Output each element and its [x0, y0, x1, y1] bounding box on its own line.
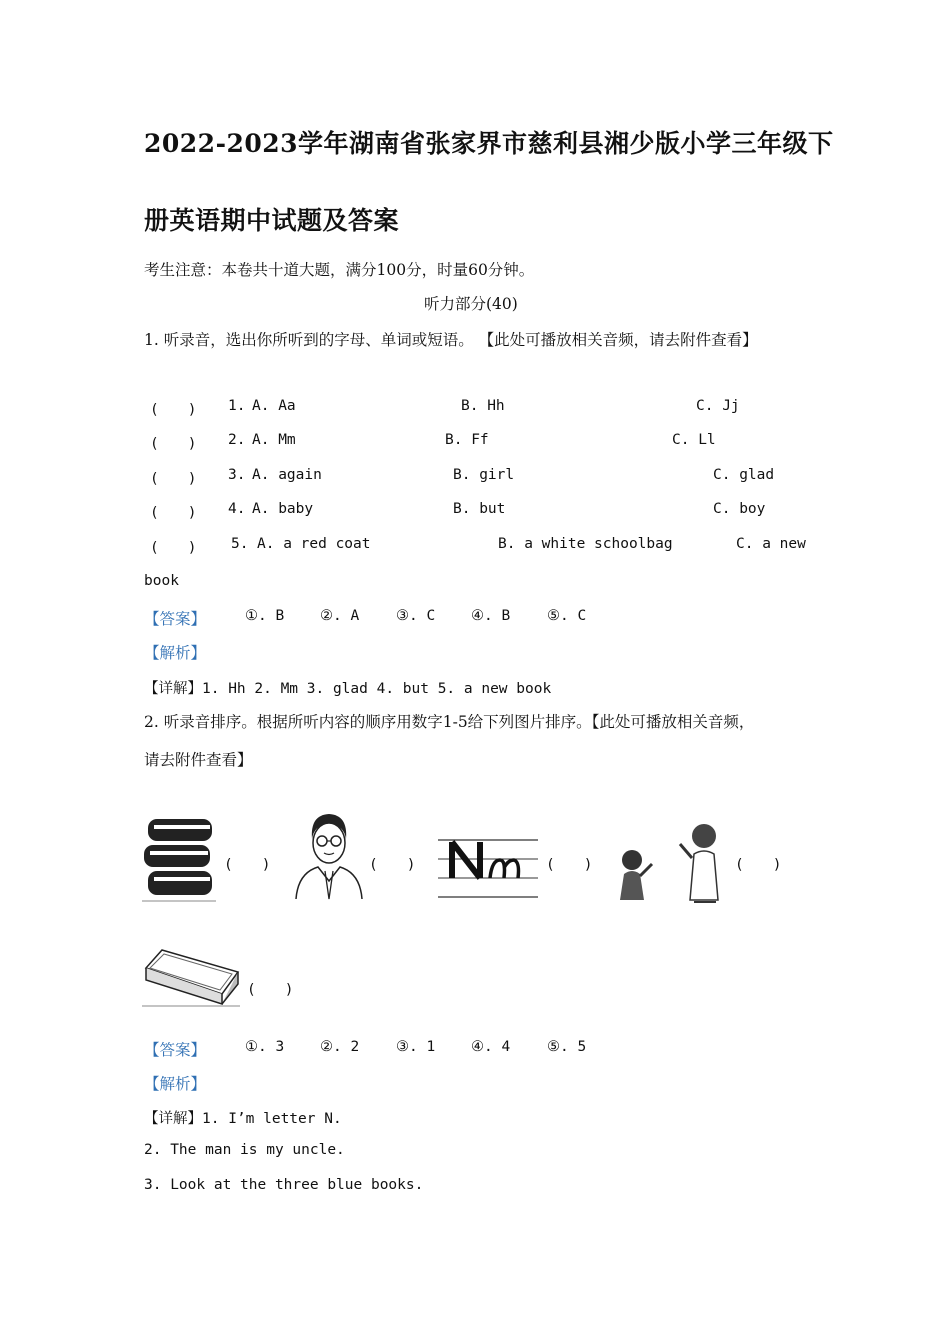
page-title-line2: 册英语期中试题及答案 [144, 206, 400, 235]
q2-detail-line: 【详解】1. I’m letter N. [144, 1111, 342, 1127]
q1-answer-4: ④. B [471, 608, 511, 624]
notice: 考生注意：本卷共十道大题，满分100分，时量60分钟。 [144, 261, 535, 279]
q1-detail: 【详解】1. Hh 2. Mm 3. glad 4. but 5. a new book [144, 681, 552, 697]
q2-analysis-label: 【解析】 [144, 1075, 207, 1093]
q2-detail-line: 2. The man is my uncle. [144, 1142, 345, 1158]
q1-item1-b: B. Hh [461, 398, 505, 414]
q1-item2-paren: ( ) [150, 436, 197, 452]
q1-item1-num: 1. [228, 398, 246, 414]
q1-item2-b: B. Ff [445, 432, 489, 448]
q1-item5-num: 5. [231, 536, 249, 552]
picture-4-blank: ( ) [735, 857, 782, 873]
q1-prompt: 1. 听录音，选出你所听到的字母、单词或短语。 【此处可播放相关音频，请去附件查看】 [144, 331, 758, 349]
q1-answer-3: ③. C [396, 608, 436, 624]
q1-item3-paren: ( ) [150, 471, 197, 487]
q2-answer-label: 【答案】 [144, 1041, 207, 1059]
pencil-box-icon [142, 946, 242, 1008]
letter-n-card-icon [438, 836, 540, 902]
books-stack-icon [142, 815, 218, 903]
q1-item1-paren: ( ) [150, 402, 197, 418]
q2-prompt-line2: 请去附件查看】 [144, 751, 253, 769]
q1-answer-5: ⑤. C [547, 608, 587, 624]
q1-answer-2: ②. A [320, 608, 360, 624]
q1-item4-paren: ( ) [150, 505, 197, 521]
q1-answer-1: ①. B [245, 608, 285, 624]
q2-answer-4: ④. 4 [471, 1039, 511, 1055]
q1-item2-num: 2. [228, 432, 246, 448]
q2-prompt-line1: 2. 听录音排序。根据所听内容的顺序用数字1-5给下列图片排序。【此处可播放相关音频， [144, 713, 755, 731]
q1-item3-a: A. again [252, 467, 322, 483]
q1-item2-c: C. Ll [672, 432, 716, 448]
q2-answer-3: ③. 1 [396, 1039, 436, 1055]
q1-item1-c: C. Jj [696, 398, 740, 414]
picture-1-blank: ( ) [224, 857, 271, 873]
man-portrait-icon [292, 809, 366, 901]
q1-item5-paren: ( ) [150, 540, 197, 556]
q1-item5-a: A. a red coat [257, 536, 371, 552]
section-heading: 听力部分(40) [424, 295, 518, 313]
q1-item4-a: A. baby [252, 501, 314, 517]
q2-answer-1: ①. 3 [245, 1039, 285, 1055]
picture-5-blank: ( ) [247, 982, 294, 998]
q1-analysis-label: 【解析】 [144, 644, 207, 662]
greeting-people-icon [614, 820, 730, 904]
q1-item5-b: B. a white schoolbag [498, 536, 673, 552]
q1-item4-num: 4. [228, 501, 246, 517]
q1-item5-c: C. a new [736, 536, 806, 552]
q1-item4-b: B. but [453, 501, 506, 517]
q1-answer-label: 【答案】 [144, 610, 207, 628]
q2-answer-2: ②. 2 [320, 1039, 360, 1055]
q1-item3-b: B. girl [453, 467, 515, 483]
q2-answer-5: ⑤. 5 [547, 1039, 587, 1055]
q2-detail-line: 3. Look at the three blue books. [144, 1177, 424, 1193]
q1-item3-num: 3. [228, 467, 246, 483]
picture-2-blank: ( ) [369, 857, 416, 873]
page-title: 2022-2023学年湖南省张家界市慈利县湘少版小学三年级下 [144, 129, 834, 158]
q1-item3-c: C. glad [713, 467, 775, 483]
picture-3-blank: ( ) [546, 857, 593, 873]
q1-item2-a: A. Mm [252, 432, 296, 448]
q1-item5-wrap: book [144, 573, 179, 589]
q1-item4-c: C. boy [713, 501, 766, 517]
q1-item1-a: A. Aa [252, 398, 296, 414]
